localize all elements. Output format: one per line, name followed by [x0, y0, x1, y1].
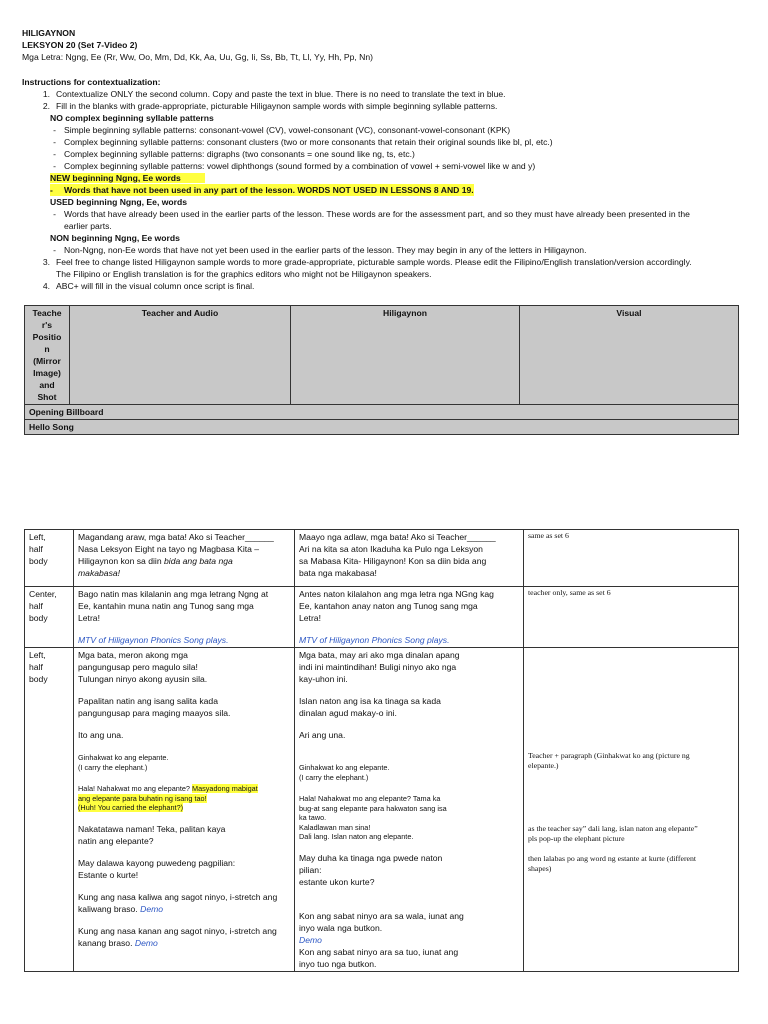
letters-line: Mga Letra: Ngng, Ee (Rr, Ww, Oo, Mm, Dd, Kk, Aa, Uu, Gg, Ii, Ss, Bb, Tt, Ll, Yy, Hh, Pp, Nn)	[22, 52, 374, 62]
visual-column-header: Visual	[520, 306, 739, 405]
hiligaynon-cell: Maayo nga adlaw, mga bata! Ako si Teacher______ Ari na kita sa aton Ikaduha ka Pulo nga Leksyon sa Mabasa Kita- Hiligaynon! Kon sa diin bida ang bata nga makabasa!	[295, 530, 524, 587]
hiligaynon-column-header: Hiligaynon	[291, 306, 520, 405]
doc-language-title: HILIGAYNON	[22, 28, 76, 38]
header-row	[25, 306, 739, 405]
opening-billboard-label: Opening Billboard	[25, 405, 739, 420]
position-cell: Left, half body	[25, 648, 74, 972]
script-table	[24, 529, 739, 972]
teacher-audio-cell: Bago natin mas kilalanin ang mga letrang Ngng at Ee, kantahin muna natin ang Tunog sang mga Letra! MTV of Hiligaynon Phonics Song plays.	[74, 587, 295, 648]
instruction-1: 1. Contextualize ONLY the second column. Copy and paste the text in blue. There is no need to translate the text in blue.	[42, 89, 506, 99]
mtv-note: MTV of Hiligaynon Phonics Song plays.	[299, 635, 450, 645]
teacher-audio-cell: Mga bata, meron akong mga pangungusap pero magulo sila! Tulungan ninyo akong ayusin sila. Papalitan natin ang isang salita kada pangungusap para maging maayos sila. Ito ang una. Ginhakwat ko ang elepante. (I carry the elephant.) Hala! Nahakwat mo ang elepante? Masyadong mabigat ang elepante para buhatin ng isang tao! (Huh! You carried the elephant?) Nakatatawa naman! Teka, palitan kaya natin ang elepante? May dalawa kayong puwedeng pagpilian: Estante o kurte! Kung ang nasa kaliwa ang sagot ninyo, i-stretch ang kaliwang braso. Demo Kung ang nasa kanan ang sagot ninyo, i-stretch ang kanang braso. Demo	[74, 648, 295, 972]
dash-item: - Words that have already been used in the earlier parts of the lesson. These words are for the assessment part, and so they must have already been presented in the	[53, 209, 690, 219]
teacher-audio-column-header: Teacher and Audio	[70, 306, 291, 405]
hiligaynon-cell: Mga bata, may ari ako mga dinalan apang indi ini maintindihan! Buligi ninyo ako nga kay-uhon ini. Islan naton ang isa ka tinaga sa kada dinalan agud makay-o ini. Ari ang una. Ginhakwat ko ang elepante. (I carry the elephant.) Hala! Nahakwat mo ang elepante? Tama ka bug-at sang elepante para hakwaton sang isa ka tawo. Kaladlawan man sina! Dali lang. Islan naton ang elepante. May duha ka tinaga nga pwede naton pilian: estante ukon kurte? Kon ang sabat ninyo ara sa wala, iunat ang inyo wala nga butkon. Demo Kon ang sabat ninyo ara sa tuo, iunat ang inyo tuo nga butkon.	[295, 648, 524, 972]
dash-item: - Complex beginning syllable patterns: vowel diphthongs (sound formed by a combination of vowel + semi-vowel like w and y)	[53, 161, 536, 171]
demo-note: Demo	[299, 934, 322, 945]
position-cell: Left, half body	[25, 530, 74, 587]
highlighted-text: ang elepante para buhatin ng isang tao!	[78, 793, 207, 803]
instruction-3: 3. Feel free to change listed Hiligaynon sample words to more grade-appropriate, picturable sample words. Please edit the Filipino/English translation/version accordingly.	[42, 257, 692, 267]
instruction-4: 4. ABC+ will fill in the visual column once script is final.	[42, 281, 255, 291]
mtv-note: MTV of Hiligaynon Phonics Song plays.	[78, 635, 229, 645]
table-row	[25, 587, 739, 648]
dash-item: - Complex beginning syllable patterns: consonant clusters (two or more consonants that retain their original sounds like bl, pl, etc.)	[53, 137, 553, 147]
table-row	[25, 530, 739, 587]
demo-note: Demo	[134, 937, 158, 948]
dash-item: - Simple beginning syllable patterns: consonant-vowel (CV), vowel-consonant (VC), consonant-vowel-consonant (KPK)	[53, 125, 511, 135]
position-cell: Center, half body	[25, 587, 74, 648]
visual-cell: same as set 6	[524, 530, 739, 587]
highlighted-text: (Huh! You carried the elephant?)	[78, 803, 184, 812]
dash-item: - Complex beginning syllable patterns: digraphs (two consonants = one sound like ng, ts, etc.)	[53, 149, 415, 159]
instruction-2: 2. Fill in the blanks with grade-appropriate, picturable Hiligaynon sample words with simple beginning syllable patterns.	[42, 101, 498, 111]
visual-cell: teacher only, same as set 6	[524, 587, 739, 648]
visual-cell: Teacher + paragraph (Ginhakwat ko ang (picture ng elepante.) as the teacher say” dali lang, islan naton ang elepante” pls pop-up the elephant picture then lalabas po ang word ng estante at kurte (different shapes)	[524, 648, 739, 972]
instructions-title: Instructions for contextualization:	[22, 77, 161, 87]
lesson-title: LEKSYON 20 (Set 7-Video 2)	[22, 40, 138, 50]
no-complex-heading: NO complex beginning syllable patterns	[50, 113, 214, 123]
highlighted-text: Masyadong mabigat	[192, 784, 258, 793]
dash-item-cont: earlier parts.	[64, 221, 112, 231]
hiligaynon-cell: Antes naton kilalahon ang mga letra nga NGng kag Ee, kantahon anay naton ang Tunog sang mga Letra! MTV of Hiligaynon Phonics Song plays.	[295, 587, 524, 648]
used-words-heading: USED beginning Ngng, Ee, words	[50, 197, 188, 207]
new-words-note: - Words that have not been used in any part of the lesson. WORDS NOT USED IN LESSONS 8 AND 19.	[50, 185, 474, 195]
non-words-heading: NON beginning Ngng, Ee words	[50, 233, 180, 243]
instructions-block	[22, 76, 742, 292]
demo-note: Demo	[140, 903, 164, 914]
dash-item: - Non-Ngng, non-Ee words that have not yet been used in the earlier parts of the lesson. They may begin in any of the letters in Hiligaynon.	[53, 245, 587, 255]
hello-song-label: Hello Song	[25, 420, 739, 435]
table-row	[25, 648, 739, 972]
teacher-audio-cell: Magandang araw, mga bata! Ako si Teacher______ Nasa Leksyon Eight na tayo ng Magbasa Kita – Hiligaynon kon sa diin bida ang bata nga makabasa!	[74, 530, 295, 587]
instruction-3-cont: The Filipino or English translation is for the graphics editors who might not be Hiligaynon speakers.	[56, 269, 432, 279]
new-words-heading: NEW beginning Ngng, Ee words	[22, 172, 742, 184]
script-header-table	[24, 305, 739, 435]
hello-song-row	[25, 420, 739, 435]
opening-billboard-row	[25, 405, 739, 420]
position-column-header: Teache r's Positio n (Mirror Image) and Shot	[25, 306, 70, 405]
